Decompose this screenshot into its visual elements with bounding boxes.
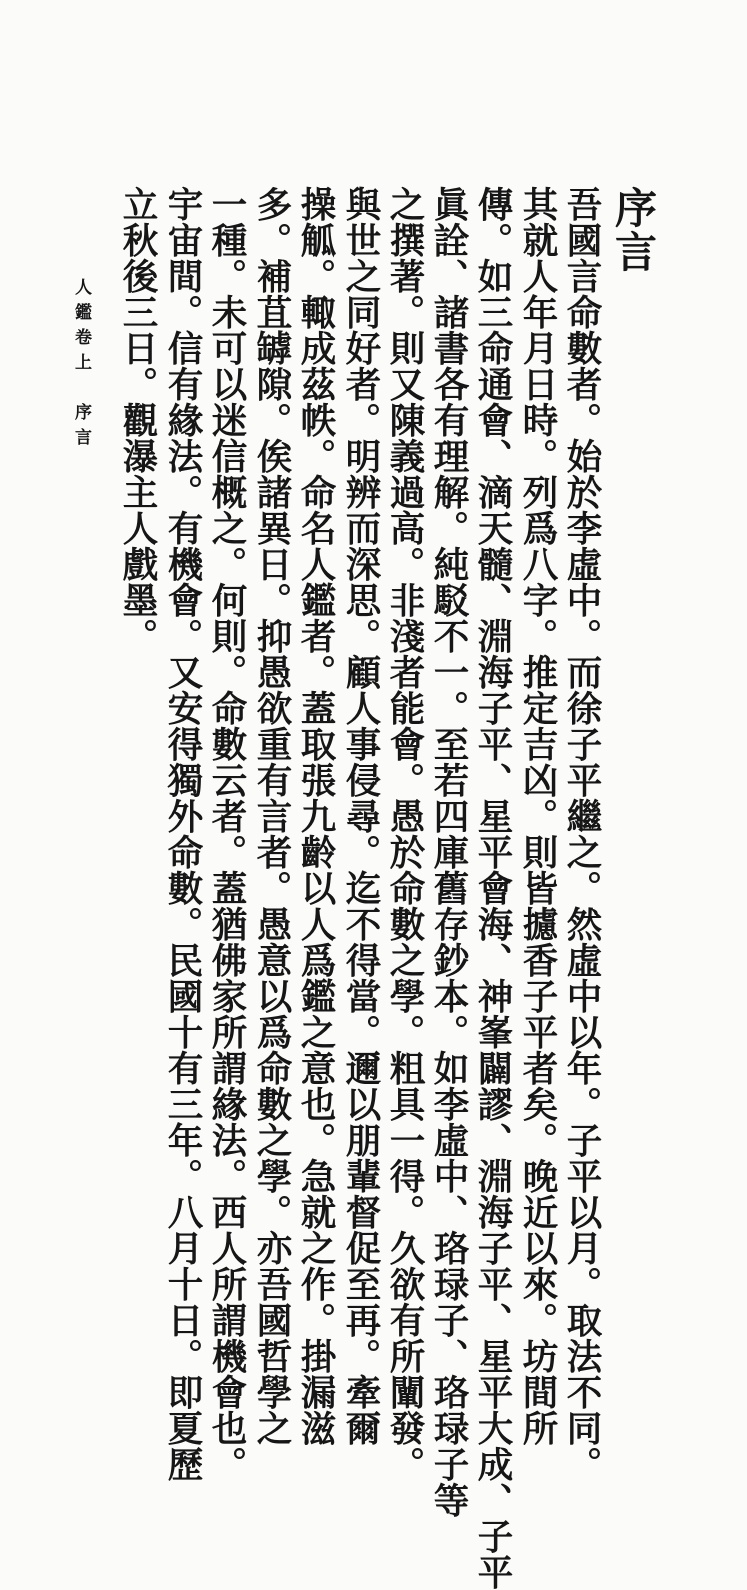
text-column-4: 眞詮、諸書各有理解。純駁不一。至若四庫舊存鈔本。如李虛中、珞琭子、珞琭子等 xyxy=(428,186,469,1518)
text-column-5: 之撰著。則又陳義過高。非淺者能會。愚於命數之學。粗具一得。久欲有所闡發。 xyxy=(384,186,425,1482)
running-head: 人鑑卷上 序言 xyxy=(71,278,91,453)
text-column-10: 宇宙間。信有緣法。有機會。又安得獨外命數。民國十有三年。八月十日。即夏歷 xyxy=(162,186,203,1482)
text-column-3: 傳。如三命通會、滴天髓、淵海子平、星平會海、神峯闢謬、淵海子平、星平大成、子平 xyxy=(472,186,513,1590)
text-column-6: 與世之同好者。明辨而深思。顧人事侵尋。迄不得當。邇以朋輩督促至再。牽爾 xyxy=(340,186,381,1446)
text-column-8: 多。補苴罅隙。俟諸異日。抑愚欲重有言者。愚意以爲命數之學。亦吾國哲學之 xyxy=(251,186,292,1446)
text-column-1: 吾國言命數者。始於李虛中。而徐子平繼之。然虛中以年。子平以月。取法不同。 xyxy=(561,186,602,1482)
text-column-7: 操觚。輙成茲帙。命名人鑑者。蓋取張九齡以人爲鑑之意也。急就之作。掛漏滋 xyxy=(295,186,336,1446)
text-column-2: 其就人年月日時。列爲八字。推定吉凶。則皆攄香子平者矣。晚近以來。坊間所 xyxy=(517,186,558,1446)
text-column-11: 立秋後三日。觀瀑主人戲墨。 xyxy=(117,186,158,654)
preface-title: 序言 xyxy=(609,186,658,274)
text-column-9: 一種。未可以迷信概之。何則。命數云者。蓋猶佛家所謂緣法。西人所謂機會也。 xyxy=(206,186,247,1482)
